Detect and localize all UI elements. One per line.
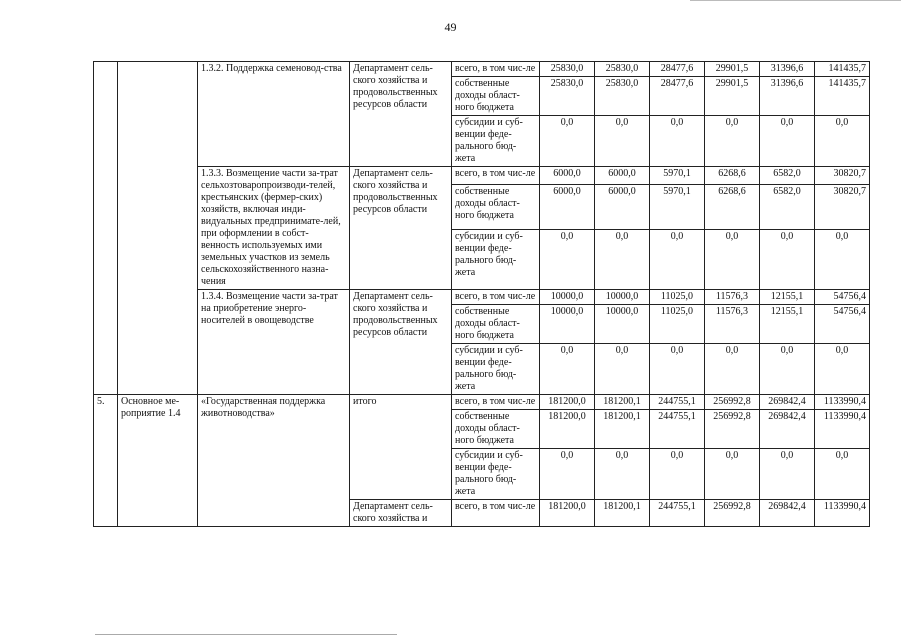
value-cell: 244755,1 — [650, 395, 705, 410]
value-cell: 0,0 — [815, 449, 870, 500]
source-cell: всего, в том чис-ле — [452, 500, 540, 527]
value-cell: 11025,0 — [650, 305, 705, 344]
value-cell: 28477,6 — [650, 62, 705, 77]
value-cell: 0,0 — [815, 116, 870, 167]
source-cell: собственные доходы област-ного бюджета — [452, 77, 540, 116]
value-cell: 0,0 — [760, 230, 815, 290]
value-cell: 6000,0 — [595, 167, 650, 185]
page-number: 49 — [444, 20, 457, 34]
department-cell: Департамент сель-ского хозяйства и продовольственных ресурсов области — [350, 167, 452, 290]
program-name-cell: 1.3.3. Возмещение части за-трат сельхозтоваропроизводи-телей, крестьянских (фермер-ских) хозяйств, включая инди-видуальных предпринимате-лей, при оформлении в собст-венность используемых ими земельных участков из земель сельскохозяйственного назна-чения — [198, 167, 350, 290]
value-cell: 12155,1 — [760, 290, 815, 305]
department-cell: Департамент сель-ского хозяйства и продовольственных ресурсов области — [350, 62, 452, 167]
value-cell: 29901,5 — [705, 77, 760, 116]
value-cell: 0,0 — [650, 449, 705, 500]
value-cell: 1133990,4 — [815, 500, 870, 527]
value-cell: 6582,0 — [760, 167, 815, 185]
value-cell: 10000,0 — [595, 305, 650, 344]
value-cell: 0,0 — [760, 449, 815, 500]
source-cell: всего, в том чис-ле — [452, 395, 540, 410]
value-cell: 5970,1 — [650, 167, 705, 185]
value-cell: 0,0 — [595, 344, 650, 395]
value-cell: 29901,5 — [705, 62, 760, 77]
value-cell: 256992,8 — [705, 395, 760, 410]
value-cell: 6000,0 — [540, 167, 595, 185]
value-cell: 0,0 — [815, 344, 870, 395]
source-cell: всего, в том чис-ле — [452, 167, 540, 185]
value-cell: 0,0 — [595, 230, 650, 290]
value-cell: 6000,0 — [540, 184, 595, 230]
department-cell: Департамент сель-ского хозяйства и продовольственных ресурсов области — [350, 290, 452, 395]
value-cell: 181200,0 — [540, 500, 595, 527]
value-cell: 11576,3 — [705, 305, 760, 344]
top-rule — [690, 0, 901, 1]
value-cell: 181200,1 — [595, 395, 650, 410]
department-cell: Департамент сель-ского хозяйства и — [350, 500, 452, 527]
value-cell: 269842,4 — [760, 500, 815, 527]
value-cell: 30820,7 — [815, 167, 870, 185]
value-cell: 269842,4 — [760, 410, 815, 449]
value-cell: 25830,0 — [595, 77, 650, 116]
source-cell: всего, в том чис-ле — [452, 290, 540, 305]
program-name-cell: 1.3.2. Поддержка семеновод-ства — [198, 62, 350, 167]
value-cell: 10000,0 — [595, 290, 650, 305]
table-row — [94, 167, 870, 185]
value-cell: 0,0 — [705, 116, 760, 167]
value-cell: 269842,4 — [760, 395, 815, 410]
value-cell: 141435,7 — [815, 77, 870, 116]
source-cell: собственные доходы област-ного бюджета — [452, 410, 540, 449]
row-number-cell: 5. — [94, 395, 118, 527]
value-cell: 25830,0 — [540, 62, 595, 77]
program-name-cell: «Государственная поддержка животноводства» — [198, 395, 350, 527]
value-cell: 0,0 — [595, 116, 650, 167]
value-cell: 0,0 — [650, 116, 705, 167]
value-cell: 5970,1 — [650, 184, 705, 230]
value-cell: 0,0 — [540, 230, 595, 290]
value-cell: 0,0 — [540, 449, 595, 500]
table-row — [94, 290, 870, 305]
value-cell: 0,0 — [540, 116, 595, 167]
value-cell: 244755,1 — [650, 410, 705, 449]
value-cell: 141435,7 — [815, 62, 870, 77]
value-cell: 181200,1 — [595, 500, 650, 527]
bottom-rule — [95, 634, 397, 635]
value-cell: 10000,0 — [540, 290, 595, 305]
empty-num-cell — [94, 62, 118, 395]
budget-table — [93, 61, 870, 527]
value-cell: 0,0 — [595, 449, 650, 500]
value-cell: 1133990,4 — [815, 395, 870, 410]
value-cell: 0,0 — [650, 230, 705, 290]
value-cell: 12155,1 — [760, 305, 815, 344]
event-cell: Основное ме-роприятие 1.4 — [118, 395, 198, 527]
value-cell: 0,0 — [650, 344, 705, 395]
value-cell: 6268,6 — [705, 184, 760, 230]
value-cell: 31396,6 — [760, 62, 815, 77]
value-cell: 0,0 — [760, 344, 815, 395]
program-name-cell: 1.3.4. Возмещение части за-трат на приобретение энерго-носителей в овощеводстве — [198, 290, 350, 395]
value-cell: 30820,7 — [815, 184, 870, 230]
value-cell: 0,0 — [705, 449, 760, 500]
value-cell: 11576,3 — [705, 290, 760, 305]
empty-event-cell — [118, 62, 198, 395]
value-cell: 256992,8 — [705, 500, 760, 527]
value-cell: 0,0 — [815, 230, 870, 290]
source-cell: субсидии и суб-венции феде-рального бюд-жета — [452, 116, 540, 167]
value-cell: 31396,6 — [760, 77, 815, 116]
value-cell: 6268,6 — [705, 167, 760, 185]
value-cell: 54756,4 — [815, 305, 870, 344]
value-cell: 11025,0 — [650, 290, 705, 305]
value-cell: 25830,0 — [595, 62, 650, 77]
value-cell: 10000,0 — [540, 305, 595, 344]
source-cell: субсидии и суб-венции феде-рального бюд-жета — [452, 230, 540, 290]
source-cell: субсидии и суб-венции феде-рального бюд-жета — [452, 449, 540, 500]
value-cell: 25830,0 — [540, 77, 595, 116]
value-cell: 0,0 — [705, 344, 760, 395]
value-cell: 54756,4 — [815, 290, 870, 305]
value-cell: 1133990,4 — [815, 410, 870, 449]
source-cell: всего, в том чис-ле — [452, 62, 540, 77]
table-row — [94, 395, 870, 410]
source-cell: субсидии и суб-венции феде-рального бюд-жета — [452, 344, 540, 395]
value-cell: 181200,1 — [595, 410, 650, 449]
source-cell: собственные доходы област-ного бюджета — [452, 305, 540, 344]
value-cell: 28477,6 — [650, 77, 705, 116]
value-cell: 181200,0 — [540, 395, 595, 410]
department-cell: итого — [350, 395, 452, 500]
value-cell: 244755,1 — [650, 500, 705, 527]
value-cell: 0,0 — [705, 230, 760, 290]
source-cell: собственные доходы област-ного бюджета — [452, 184, 540, 230]
value-cell: 181200,0 — [540, 410, 595, 449]
value-cell: 0,0 — [760, 116, 815, 167]
value-cell: 6582,0 — [760, 184, 815, 230]
table-row — [94, 62, 870, 77]
value-cell: 0,0 — [540, 344, 595, 395]
value-cell: 6000,0 — [595, 184, 650, 230]
value-cell: 256992,8 — [705, 410, 760, 449]
